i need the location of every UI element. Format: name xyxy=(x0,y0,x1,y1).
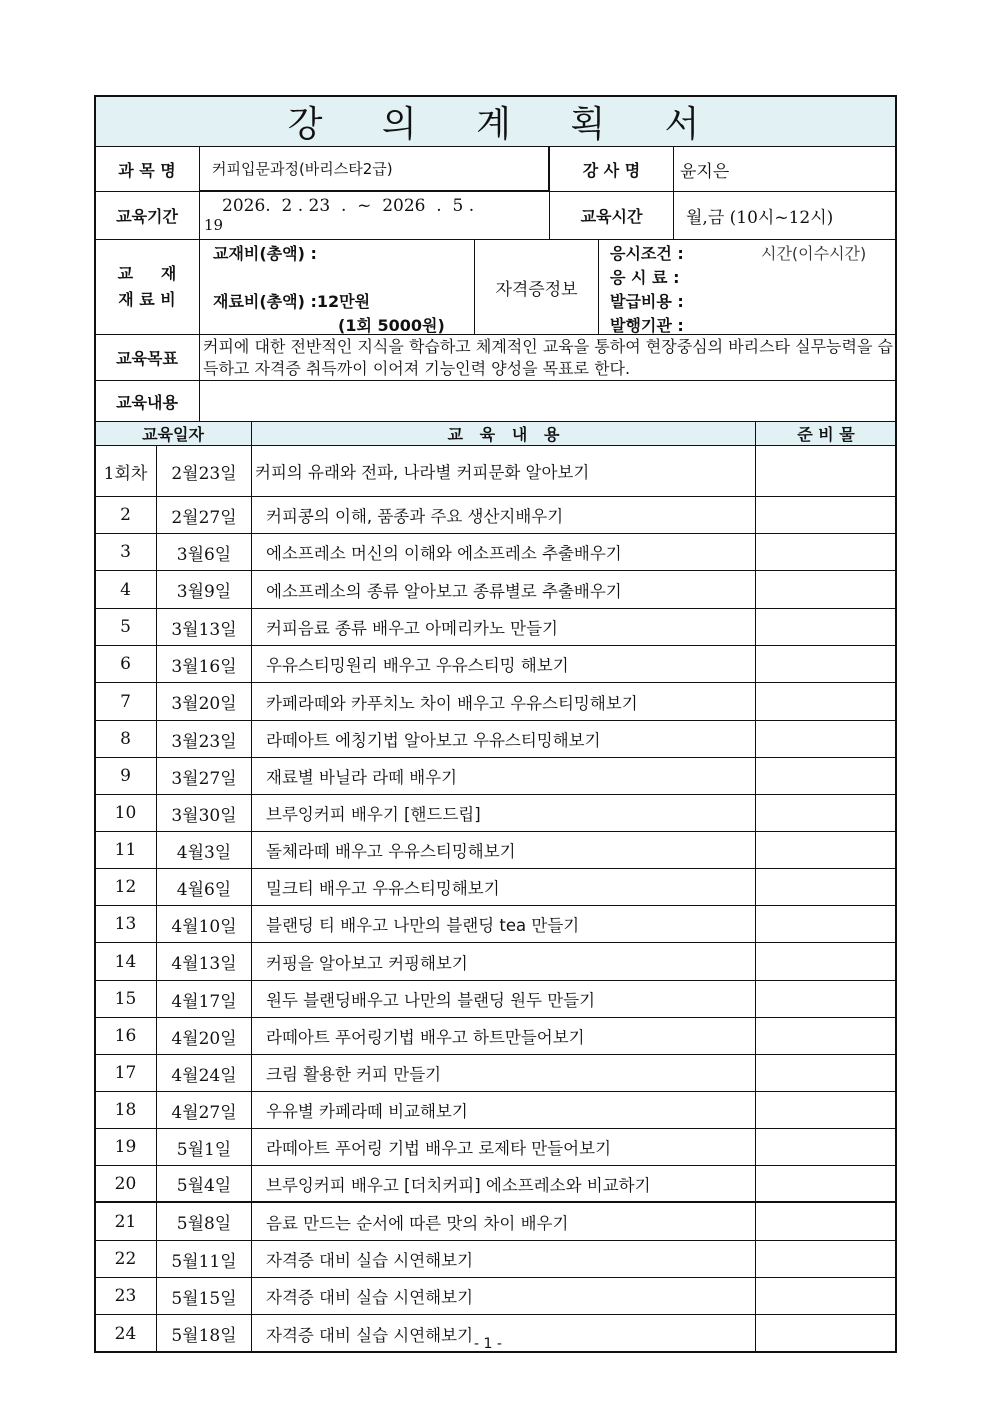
session-number: 10 xyxy=(94,794,157,832)
materials-label-line1: 교 재 xyxy=(117,264,177,283)
session-date: 5월8일 xyxy=(156,1202,252,1241)
cert-fee-label: 응 시 료 : xyxy=(610,268,680,287)
cert-issue-cost-label: 발급비용 : xyxy=(610,292,684,311)
session-date: 3월16일 xyxy=(156,645,252,683)
session-number: 21 xyxy=(94,1202,157,1241)
session-prep xyxy=(755,608,897,646)
session-prep xyxy=(755,1128,897,1166)
session-prep xyxy=(755,496,897,534)
session-content: 자격증 대비 실습 시연해보기 xyxy=(251,1240,756,1278)
session-content: 재료별 바닐라 라떼 배우기 xyxy=(251,757,756,795)
session-date: 5월15일 xyxy=(156,1277,252,1315)
session-prep xyxy=(755,1054,897,1092)
cert-info-value xyxy=(598,239,897,335)
session-number: 3 xyxy=(94,533,157,571)
session-content: 라떼아트 푸어링기법 배우고 하트만들어보기 xyxy=(251,1017,756,1055)
session-date: 4월17일 xyxy=(156,980,252,1018)
session-content: 커피의 유래와 전파, 나라별 커피문화 알아보기 xyxy=(251,445,756,497)
session-prep xyxy=(755,1165,897,1203)
session-prep xyxy=(755,720,897,758)
session-number: 20 xyxy=(94,1165,157,1203)
session-number: 12 xyxy=(94,868,157,906)
session-date: 3월20일 xyxy=(156,682,252,721)
session-content: 우유스티밍원리 배우고 우유스티밍 해보기 xyxy=(251,645,756,683)
textbook-fee: 교재비(총액) : xyxy=(213,244,317,263)
session-date: 4월13일 xyxy=(156,942,252,981)
cert-issuer-label: 발행기관 : xyxy=(610,316,684,335)
session-content: 우유별 카페라떼 비교해보기 xyxy=(251,1091,756,1129)
schedule-header-prep: 준 비 물 xyxy=(755,421,897,446)
goal-label: 교육목표 xyxy=(94,334,200,381)
session-content: 카페라떼와 카푸치노 차이 배우고 우유스티밍해보기 xyxy=(251,682,756,721)
content-value xyxy=(199,380,897,422)
session-content: 라떼아트 푸어링 기법 배우고 로제타 만들어보기 xyxy=(251,1128,756,1166)
session-prep xyxy=(755,1240,897,1278)
session-prep xyxy=(755,831,897,869)
session-date: 3월27일 xyxy=(156,757,252,795)
session-number: 6 xyxy=(94,645,157,683)
session-date: 4월24일 xyxy=(156,1054,252,1092)
session-date: 4월10일 xyxy=(156,905,252,943)
session-date: 3월23일 xyxy=(156,720,252,758)
session-date: 5월18일 xyxy=(156,1314,252,1353)
session-prep xyxy=(755,1202,897,1241)
period-value-line2: 19 xyxy=(204,215,224,234)
page-number: - 1 - xyxy=(474,1336,502,1352)
session-number: 8 xyxy=(94,720,157,758)
session-date: 3월9일 xyxy=(156,570,252,609)
session-content: 커피콩의 이해, 품종과 주요 생산지배우기 xyxy=(251,496,756,534)
cert-info-label: 자격증정보 xyxy=(474,239,599,335)
time-label: 교육시간 xyxy=(549,191,674,240)
session-number: 18 xyxy=(94,1091,157,1129)
session-content: 에소프레소 머신의 이해와 에소프레소 추출배우기 xyxy=(251,533,756,571)
materials-value xyxy=(199,239,475,335)
instructor-label: 강 사 명 xyxy=(549,146,674,192)
session-prep xyxy=(755,794,897,832)
session-prep xyxy=(755,1091,897,1129)
session-prep xyxy=(755,533,897,571)
subject-label: 과 목 명 xyxy=(94,146,200,192)
cert-condition-value: 시간(이수시간) xyxy=(761,244,867,263)
session-content: 블랜딩 티 배우고 나만의 블랜딩 tea 만들기 xyxy=(251,905,756,943)
session-number: 13 xyxy=(94,905,157,943)
session-number: 11 xyxy=(94,831,157,869)
session-content: 돌체라떼 배우고 우유스티밍해보기 xyxy=(251,831,756,869)
cert-condition-label: 응시조건 : xyxy=(610,244,684,263)
session-prep xyxy=(755,868,897,906)
session-number: 19 xyxy=(94,1128,157,1166)
session-date: 3월6일 xyxy=(156,533,252,571)
session-content: 브루잉커피 배우기 [핸드드립] xyxy=(251,794,756,832)
session-date: 4월27일 xyxy=(156,1091,252,1129)
session-number: 24 xyxy=(94,1314,157,1353)
session-content: 크림 활용한 커피 만들기 xyxy=(251,1054,756,1092)
schedule-header-content: 교 육 내 용 xyxy=(251,421,756,446)
session-number: 23 xyxy=(94,1277,157,1315)
session-number: 5 xyxy=(94,608,157,646)
session-date: 4월3일 xyxy=(156,831,252,869)
session-prep xyxy=(755,645,897,683)
session-number: 14 xyxy=(94,942,157,981)
session-content: 커피음료 종류 배우고 아메리카노 만들기 xyxy=(251,608,756,646)
materials-label-line2: 재 료 비 xyxy=(118,290,176,309)
materials-label xyxy=(94,239,200,335)
session-date: 5월4일 xyxy=(156,1165,252,1203)
instructor-value: 윤지은 xyxy=(673,146,897,192)
session-content: 브루잉커피 배우고 [더치커피] 에소프레소와 비교하기 xyxy=(251,1165,756,1203)
material-fee-detail: (1회 5000원) xyxy=(338,316,445,335)
session-content: 음료 만드는 순서에 따른 맛의 차이 배우기 xyxy=(251,1202,756,1241)
content-label: 교육내용 xyxy=(94,380,200,422)
period-value xyxy=(199,191,550,240)
session-date: 2월23일 xyxy=(156,445,252,497)
session-number: 7 xyxy=(94,682,157,721)
session-prep xyxy=(755,1314,897,1353)
material-fee: 재료비(총액) :12만원 xyxy=(213,292,371,311)
session-date: 3월13일 xyxy=(156,608,252,646)
session-number: 16 xyxy=(94,1017,157,1055)
session-number: 22 xyxy=(94,1240,157,1278)
session-number: 2 xyxy=(94,496,157,534)
session-prep xyxy=(755,980,897,1018)
session-content: 커핑을 알아보고 커핑해보기 xyxy=(251,942,756,981)
session-content: 에소프레소의 종류 알아보고 종류별로 추출배우기 xyxy=(251,570,756,609)
session-content: 밀크티 배우고 우유스티밍해보기 xyxy=(251,868,756,906)
session-prep xyxy=(755,905,897,943)
session-content: 원두 블랜딩배우고 나만의 블랜딩 원두 만들기 xyxy=(251,980,756,1018)
session-content: 라떼아트 에칭기법 알아보고 우유스티밍해보기 xyxy=(251,720,756,758)
goal-value: 커피에 대한 전반적인 지식을 학습하고 체계적인 교육을 통하여 현장중심의 바리스타 실무능력을 습득하고 자격증 취득까이 이어져 기능인력 양성을 목표로 한다. xyxy=(199,334,897,381)
session-date: 5월1일 xyxy=(156,1128,252,1166)
session-prep xyxy=(755,1277,897,1315)
session-date: 5월11일 xyxy=(156,1240,252,1278)
session-number: 9 xyxy=(94,757,157,795)
session-content: 자격증 대비 실습 시연해보기 xyxy=(251,1277,756,1315)
session-prep xyxy=(755,682,897,721)
subject-value: 커피입문과정(바리스타2급) xyxy=(199,146,550,192)
session-date: 4월20일 xyxy=(156,1017,252,1055)
period-label: 교육기간 xyxy=(94,191,200,240)
session-prep xyxy=(755,1017,897,1055)
session-number: 15 xyxy=(94,980,157,1018)
session-date: 3월30일 xyxy=(156,794,252,832)
session-date: 2월27일 xyxy=(156,496,252,534)
period-value-line1: 2026. 2 . 23 . ~ 2026 . 5 . xyxy=(222,195,475,216)
document-title: 강 의 계 획 서 xyxy=(94,95,897,147)
session-prep xyxy=(755,570,897,609)
time-value: 월,금 (10시~12시) xyxy=(673,191,897,240)
session-date: 4월6일 xyxy=(156,868,252,906)
session-prep xyxy=(755,942,897,981)
session-content: 자격증 대비 실습 시연해보기 xyxy=(251,1314,756,1353)
session-prep xyxy=(755,445,897,497)
session-number: 4 xyxy=(94,570,157,609)
session-number: 1회차 xyxy=(94,445,157,497)
session-prep xyxy=(755,757,897,795)
schedule-header-date: 교육일자 xyxy=(94,421,252,446)
session-number: 17 xyxy=(94,1054,157,1092)
